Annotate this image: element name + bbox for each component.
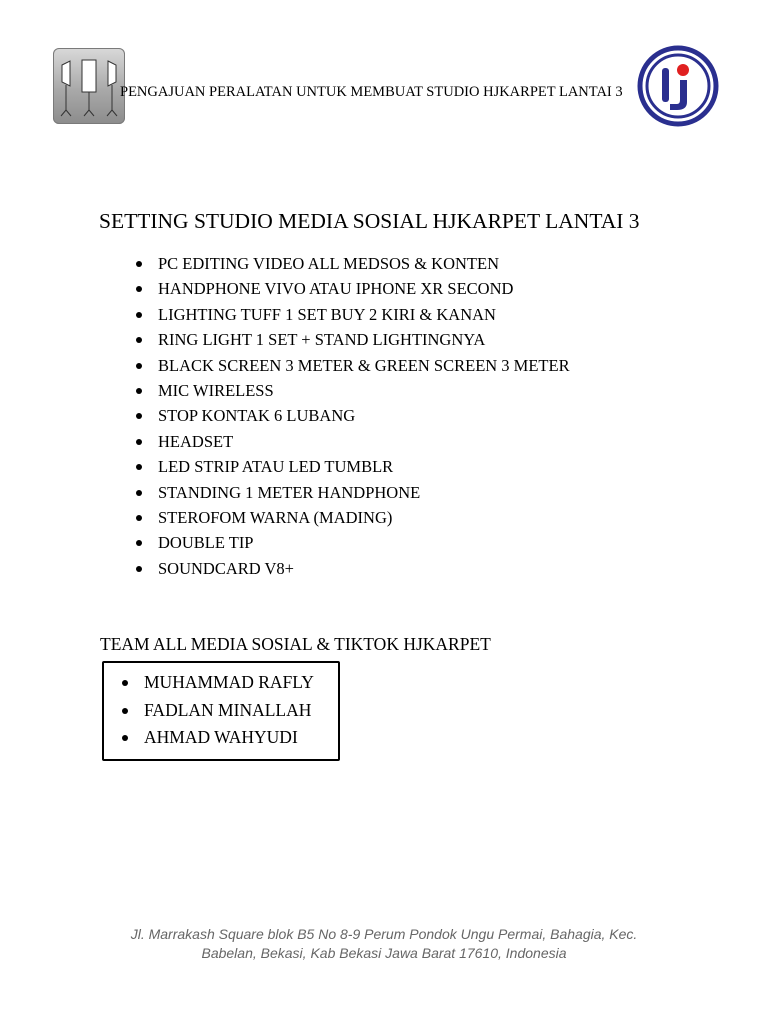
- equipment-item-text: LED STRIP ATAU LED TUMBLR: [158, 457, 394, 477]
- team-member-text: FADLAN MINALLAH: [144, 699, 312, 720]
- bullet-icon: [136, 286, 142, 292]
- equipment-item: [134, 429, 570, 454]
- footer-address-line-1: Jl. Marrakash Square blok B5 No 8-9 Perum Pondok Ungu Permai, Bahagia, Kec.: [130, 926, 638, 942]
- equipment-item: [134, 276, 570, 301]
- equipment-item-text: HANDPHONE VIVO ATAU IPHONE XR SECOND: [158, 279, 514, 299]
- bullet-icon: [122, 680, 128, 686]
- equipment-item-text: BLACK SCREEN 3 METER & GREEN SCREEN 3 METER: [158, 355, 570, 375]
- equipment-item-text: STEROFOM WARNA (MADING): [158, 507, 393, 527]
- team-member-text: AHMAD WAHYUDI: [144, 727, 298, 747]
- studio-lighting-icon: [53, 48, 125, 124]
- footer-address: [84, 925, 684, 963]
- equipment-item-text: MIC WIRELESS: [158, 380, 274, 400]
- equipment-item: [134, 505, 570, 530]
- bullet-icon: [136, 363, 142, 369]
- team-member: [120, 669, 314, 697]
- bullet-icon: [122, 735, 128, 741]
- document-header: PENGAJUAN PERALATAN UNTUK MEMBUAT STUDIO HJKARPET LANTAI 3: [120, 84, 623, 100]
- hjkarpet-logo-graphic: [637, 44, 719, 128]
- equipment-item-text: LIGHTING TUFF 1 SET BUY 2 KIRI & KANAN: [158, 304, 496, 324]
- bullet-icon: [136, 439, 142, 445]
- footer-address-line-2: Babelan, Bekasi, Kab Bekasi Jawa Barat 17610, Indonesia: [201, 945, 567, 961]
- equipment-item-text: RING LIGHT 1 SET + STAND LIGHTINGNYA: [158, 330, 486, 350]
- equipment-item-text: SOUNDCARD V8+: [158, 558, 294, 578]
- equipment-item: [134, 454, 570, 479]
- team-member: [120, 724, 314, 752]
- bullet-icon: [122, 708, 128, 714]
- bullet-icon: [136, 540, 142, 546]
- bullet-icon: [136, 566, 142, 572]
- team-member-text: MUHAMMAD RAFLY: [144, 672, 314, 692]
- bullet-icon: [136, 464, 142, 470]
- team-box: [102, 661, 340, 761]
- studio-lighting-graphic: [53, 48, 125, 124]
- equipment-item-text: STOP KONTAK 6 LUBANG: [158, 406, 356, 426]
- team-title: TEAM ALL MEDIA SOSIAL & TIKTOK HJKARPET: [100, 634, 491, 654]
- bullet-icon: [136, 337, 142, 343]
- equipment-item: [134, 251, 570, 276]
- hjkarpet-logo: [637, 44, 719, 128]
- equipment-item-text: HEADSET: [158, 431, 234, 451]
- equipment-item-text: PC EDITING VIDEO ALL MEDSOS & KONTEN: [158, 254, 499, 273]
- equipment-item: [134, 530, 570, 555]
- equipment-list: [134, 251, 570, 581]
- equipment-item-text: STANDING 1 METER HANDPHONE: [158, 482, 421, 502]
- document-title: SETTING STUDIO MEDIA SOSIAL HJKARPET LANTAI 3: [99, 209, 640, 233]
- team-member: [120, 697, 314, 725]
- equipment-item-text: DOUBLE TIP: [158, 533, 254, 553]
- bullet-icon: [136, 490, 142, 496]
- equipment-item: [134, 327, 570, 352]
- bullet-icon: [136, 261, 142, 267]
- equipment-item: [134, 480, 570, 505]
- equipment-item: [134, 302, 570, 327]
- team-member-list: [120, 669, 314, 752]
- equipment-item: [134, 403, 570, 428]
- equipment-item: [134, 556, 570, 581]
- bullet-icon: [136, 413, 142, 419]
- bullet-icon: [136, 515, 142, 521]
- equipment-item: [134, 378, 570, 403]
- equipment-item: [134, 353, 570, 378]
- bullet-icon: [136, 388, 142, 394]
- bullet-icon: [136, 312, 142, 318]
